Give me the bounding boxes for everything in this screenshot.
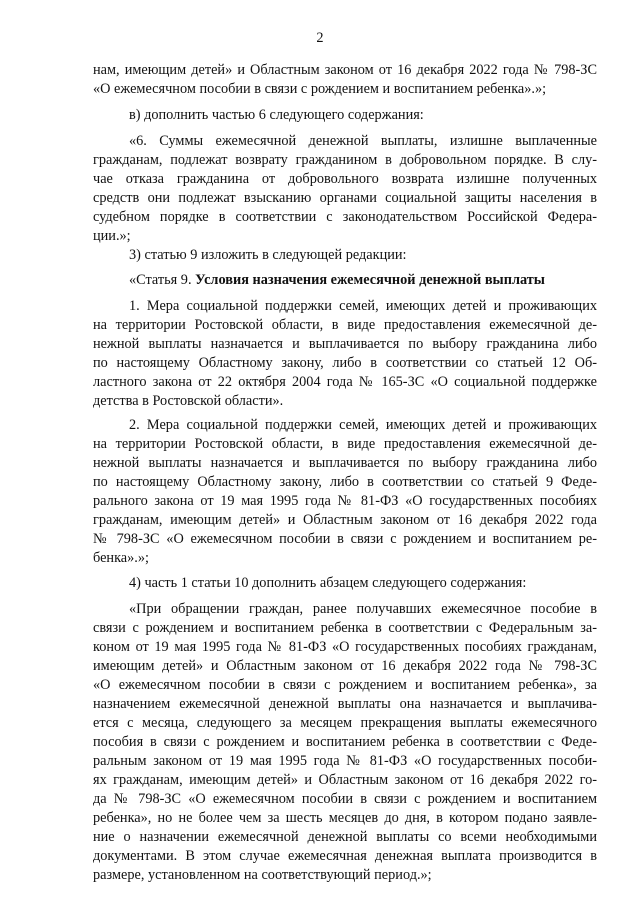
text-line: 2. Мера социальной поддержки семей, имеющих детей и проживающих [129, 417, 597, 433]
text-line: ральным законом от 19 мая 1995 года № 81-ФЗ «О государственных пособи- [93, 753, 597, 769]
text-line: да № 798-ЗС «О ежемесячном пособии в связи с рождением и воспитанием [93, 791, 597, 807]
text-line: гражданам, подлежат возврату гражданином в добровольном порядке. В слу- [93, 152, 597, 168]
text-line: по настоящему Областному закону, либо в соответствии со статьей 12 Об- [93, 355, 597, 371]
text-line: коном от 19 мая 1995 года № 81-ФЗ «О государственных пособиях гражданам, [93, 639, 597, 655]
text-line: назначением ежемесячной денежной выплаты она назначается и выплачива- [93, 696, 597, 712]
text-line: чае отказа гражданина от добровольного возврата излишне полученных [93, 171, 597, 187]
text-line: рального закона от 19 мая 1995 года № 81-ФЗ «О государственных пособиях [93, 493, 597, 509]
text-line: ется с месяца, следующего за месяцем прекращения выплаты ежемесячного [93, 715, 597, 731]
text-line: «О ежемесячном пособии в связи с рождением и воспитанием ребенка».»; [93, 81, 547, 97]
text-line: гражданам, имеющим детей» и Областным законом от 16 декабря 2022 года [93, 512, 597, 528]
text-line: нам, имеющим детей» и Областным законом от 16 декабря 2022 года № 798-ЗС [93, 62, 597, 78]
text-line: 4) часть 1 статьи 10 дополнить абзацем следующего содержания: [129, 575, 527, 591]
text-line: бенка».»; [93, 550, 150, 566]
article-number: «Статья 9. [129, 272, 192, 288]
text-line: ластного закона от 22 октября 2004 года № 165-ЗС «О социальной поддержке [93, 374, 597, 390]
text-line: средств они подлежат взысканию органами социальной защиты населения в [93, 190, 597, 206]
text-line: пособия в связи с рождением и воспитанием ребенка в соответствии с Феде- [93, 734, 597, 750]
text-line: 1. Мера социальной поддержки семей, имеющих детей и проживающих [129, 298, 597, 314]
text-line: ции.»; [93, 228, 131, 244]
text-line: 3) статью 9 изложить в следующей редакции: [129, 247, 407, 263]
text-line: «При обращении граждан, ранее получавших ежемесячное пособие в [129, 601, 597, 617]
text-line: судебном порядке в соответствии с законодательством Российской Федера- [93, 209, 597, 225]
text-line: нежной выплаты назначается и выплачивается по выбору гражданина либо [93, 455, 597, 471]
text-line: документами. В этом случае ежемесячная денежная выплата производится в [93, 848, 597, 864]
text-line: № 798-ЗС «О ежемесячном пособии в связи с рождением и воспитанием ре- [93, 531, 597, 547]
text-line: на территории Ростовской области, в виде предоставления ежемесячной де- [93, 436, 597, 452]
text-line: по настоящему Областному закону, либо в соответствии со статьей 9 Феде- [93, 474, 597, 490]
text-line: связи с рождением и воспитанием ребенка в соответствии с Федеральным за- [93, 620, 597, 636]
text-line: детства в Ростовской области». [93, 393, 284, 409]
text-line: «6. Суммы ежемесячной денежной выплаты, излишне выплаченные [129, 133, 597, 149]
text-line: ние о назначении ежемесячной денежной выплаты со всеми необходимыми [93, 829, 597, 845]
text-line: ребенка», но не более чем за шесть месяцев до дня, в котором подано заявле- [93, 810, 597, 826]
text-line: нежной выплаты назначается и выплачивается по выбору гражданина либо [93, 336, 597, 352]
text-line: ях гражданам, имеющим детей» и Областным законом от 16 декабря 2022 го- [93, 772, 597, 788]
text-line: имеющим детей» и Областным законом от 16 декабря 2022 года № 798-ЗС [93, 658, 597, 674]
text-line: «О ежемесячном пособии в связи с рождением и воспитанием ребенка», за [93, 677, 597, 693]
article-heading [129, 271, 597, 290]
text-line: в) дополнить частью 6 следующего содержания: [129, 107, 424, 123]
text-line: на территории Ростовской области, в виде предоставления ежемесячной де- [93, 317, 597, 333]
article-title: Условия назначения ежемесячной денежной выплаты [195, 272, 545, 288]
page-number: 2 [316, 30, 324, 46]
text-line: размере, установленном на соответствующий период.»; [93, 867, 432, 883]
